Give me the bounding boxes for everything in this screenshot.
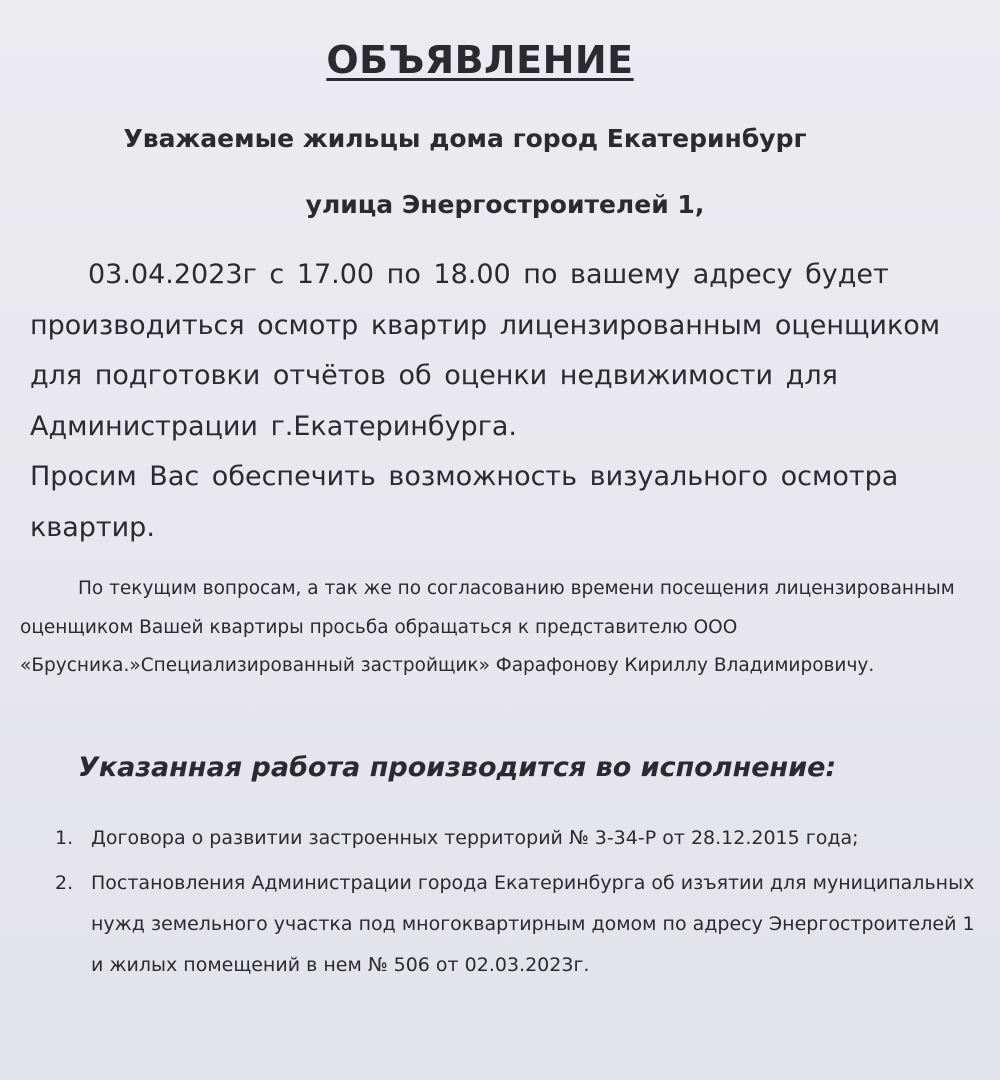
notice-title: ОБЪЯВЛЕНИЕ — [326, 38, 634, 82]
greeting-line-1: Уважаемые жильцы дома город Екатеринбург — [123, 124, 807, 153]
request-paragraph: Просим Вас обеспечить возможность визуального осмотра квартир. — [30, 461, 899, 543]
list-item-text: Договора о развитии застроенных территорий № 3-34-Р от 28.12.2015 года; — [91, 827, 859, 849]
inspection-paragraph: 03.04.2023г с 17.00 по 18.00 по вашему адресу будет производиться осмотр квартир лицензированным оценщиком для подготовки отчётов об оценки недвижимости для Администрации г.Екатеринбурга. — [30, 259, 941, 442]
execution-heading: Указанная работа производится во исполнение: — [78, 752, 837, 783]
list-item — [55, 863, 975, 986]
main-text — [30, 250, 960, 553]
contact-paragraph: По текущим вопросам, а так же по согласованию времени посещения лицензированным оценщиком Вашей квартиры просьба обращаться к представителю ООО «Брусника.»Специализированный застройщик» Фарафонову Кириллу Владимировичу. — [20, 578, 955, 676]
list-item-number: 1. — [55, 827, 74, 849]
list-item-text: Постановления Администрации города Екатеринбурга об изъятии для муниципальных нужд земельного участка под многоквартирным домом по адресу Энергостроителей 1 и жилых помещений в нем № 506 от 02.03.2023г. — [91, 872, 975, 976]
greeting-line-2: улица Энергостроителей 1, — [305, 190, 705, 219]
contact-info — [20, 570, 980, 686]
list-item-number: 2. — [55, 872, 74, 894]
list-item — [55, 818, 975, 859]
basis-list — [55, 818, 975, 986]
